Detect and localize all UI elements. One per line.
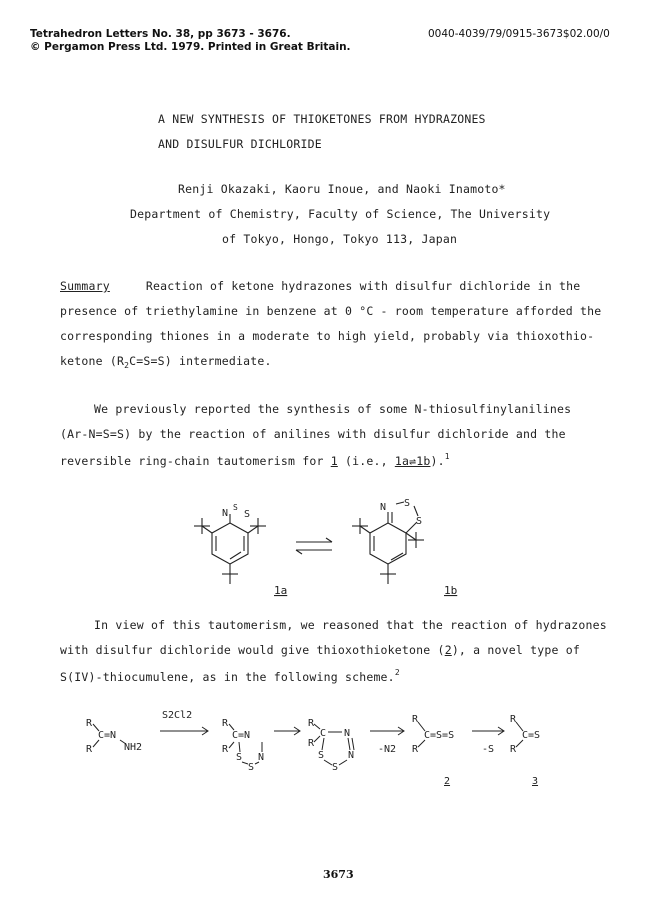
loss-n2: -N2 [378,744,397,755]
affiliation-line-1: Department of Chemistry, Faculty of Science, The University [130,207,551,221]
summary-line-2: presence of triethylamine in benzene at 0 °C - room temperature afforded the [60,304,602,318]
svg-text:R: R [222,744,229,755]
thione: C=S [522,730,541,741]
copyright-line: © Pergamon Press Ltd. 1979. Printed in Great Britain. [30,41,351,53]
svg-text:R: R [308,718,315,729]
svg-text:R: R [510,714,517,725]
ring-1b [370,523,406,564]
compound-label-2: 2 [444,776,451,787]
compound-ref-1: 1 [330,454,338,468]
s-atom-1a-1: S [233,503,238,512]
svg-text:R: R [412,714,419,725]
summary-label: Summary [60,279,110,293]
tautomer-figure [170,488,490,598]
s-atom-1b-2: S [416,516,423,527]
tautomer-ref: 1a⇌1b [394,454,431,468]
svg-text:N: N [348,750,355,761]
n-atom-1b: N [380,502,387,513]
title-line-1: A NEW SYNTHESIS OF THIOKETONES FROM HYDRAZONES [158,112,486,126]
s-atom-1a-2: S [244,509,251,520]
para2-line-3: S(IV)-thiocumulene, as in the following scheme.$^2$ [60,668,400,684]
footnote-ref-2: 2 [394,668,400,677]
benzene-ring-1a [212,523,248,564]
compound-ref-2: 2 [444,643,452,657]
label-1b: 1b [444,584,458,597]
footnote-ref-1: 1 [444,452,450,461]
svg-text:R: R [86,744,93,755]
summary-paragraph [60,279,580,293]
svg-text:N: N [344,728,351,739]
svg-text:N: N [258,752,265,763]
s-atom-1b-1: S [404,498,411,509]
hydrazone-cn: C=N [98,730,117,741]
author-names: Renji Okazaki, Kaoru Inoue, and Naoki Inamoto* [178,182,506,196]
journal-citation: Tetrahedron Letters No. 38, pp 3673 - 3676. [30,28,291,40]
svg-text:C=N: C=N [232,730,251,741]
summary-line-3: corresponding thiones in a moderate to high yield, probably via thioxothio- [60,329,595,343]
svg-text:C: C [320,728,327,739]
svg-text:R: R [222,718,229,729]
summary-line-1: Reaction of ketone hydrazones with disulfur dichloride in the [145,279,581,293]
svg-text:R: R [510,744,517,755]
svg-text:R: R [412,744,419,755]
label-1a: 1a [274,584,288,597]
svg-text:S: S [236,752,243,763]
page-number: 3673 [323,868,354,881]
affiliation-line-2: of Tokyo, Hongo, Tokyo 113, Japan [222,232,458,246]
svg-text:S: S [318,750,325,761]
para1-line-3: reversible ring-chain tautomerism for 1 (i.e., 1a⇌1b).$^1$ [60,452,450,468]
svg-text:S: S [248,762,255,773]
title-line-2: AND DISULFUR DICHLORIDE [158,137,322,151]
hydrazone-nh2: NH2 [124,742,143,753]
reaction-scheme [82,700,582,810]
article-code: 0040-4039/79/0915-3673$02.00/0 [428,28,610,40]
para2-line-2: with disulfur dichloride would give thioxothioketone (2), a novel type of [60,643,581,657]
svg-text:S: S [332,762,339,773]
loss-s: -S [482,744,495,755]
n-atom-1a: N [222,508,229,519]
thioxothioketone: C=S=S [424,730,455,741]
compound-label-3: 3 [532,776,539,787]
para1-line-1: We previously reported the synthesis of some N-thiosulfinylanilines [94,402,572,416]
para1-line-2: (Ar-N=S=S) by the reaction of anilines with disulfur dichloride and the [60,427,566,441]
svg-text:R: R [86,718,93,729]
summary-line-4: ketone $(R_2C=S=S)$ intermediate. [60,354,272,370]
reagent-s2cl2: S2Cl2 [162,710,193,721]
svg-text:R: R [308,738,315,749]
para2-line-1: In view of this tautomerism, we reasoned that the reaction of hydrazones [94,618,607,632]
